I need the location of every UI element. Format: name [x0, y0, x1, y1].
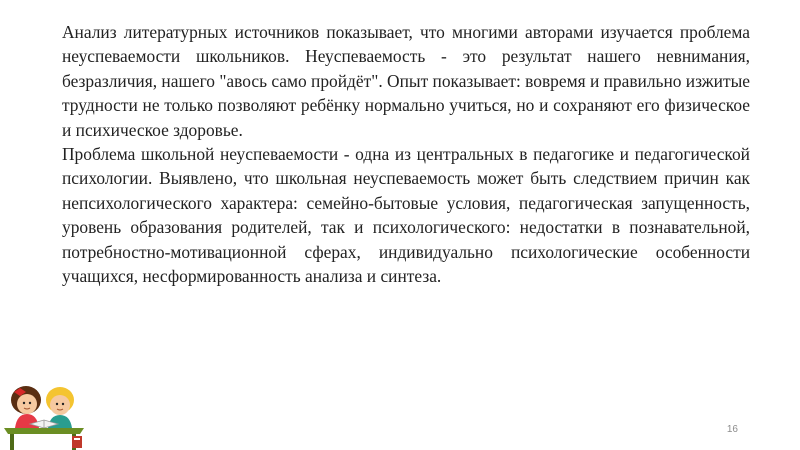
paragraph-2: Проблема школьной неуспеваемости - одна из центральных в педагогике и педагогической психологии. Выявлено, что школьная неуспеваемость может быть следствием причин как непсихологического характера: семейно-бытовые условия, педагогическая запущенность, уровень образования родителей, так и психологического: недостатки в познавательной, потребностно-мотивационной сферах, индивидуально психологические особенности учащихся, несформированность анализа и синтеза.: [62, 144, 750, 287]
page-number: 16: [726, 424, 738, 435]
children-at-desk-icon: [0, 378, 92, 450]
slide-body-text: [62, 20, 750, 288]
paragraph-1: Анализ литературных источников показывает, что многими авторами изучается проблема неуспеваемости школьников. Неуспеваемость - это результат нашего невнимания, безразличия, нашего "авось само пройдёт". Опыт показывает: вовремя и правильно изжитые трудности не только позволяют ребёнку нормально учиться, но и сохраняют его физическое и психическое здоровье.: [62, 22, 750, 140]
